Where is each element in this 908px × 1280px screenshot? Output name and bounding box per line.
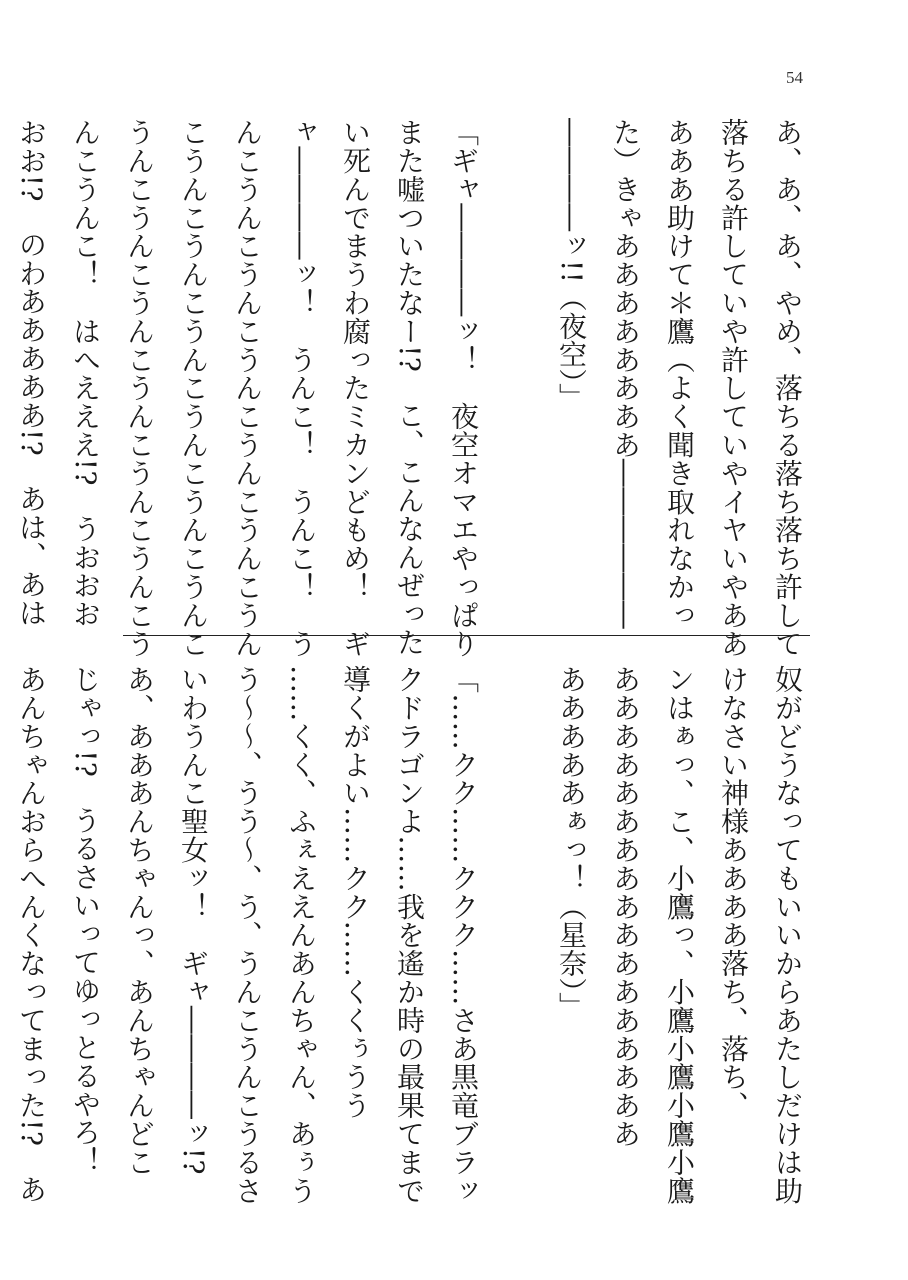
- top-text-block: [4, 118, 814, 658]
- text-line: こうんこうんこうんこうんこうんこうんこ: [177, 118, 210, 658]
- text-line: い死んでまうわ腐ったミカンどもめ！ ギ: [339, 118, 372, 658]
- text-line: た）きゃああああああああ――――――: [609, 118, 642, 630]
- text-line: いわうんこ聖女ッ！ ギャ――――ッ!?: [177, 665, 210, 1175]
- text-line: ンはぁっ、こ、小鷹っ、小鷹小鷹小鷹小鷹: [663, 665, 696, 1205]
- page-number: 54: [786, 68, 803, 87]
- text-line: うんこうんこうんこうんこうんこうんこう: [123, 118, 156, 658]
- text-line: あああ助けて＊鷹（よく聞き取れなかっ: [663, 118, 696, 630]
- text-line: 奴がどうなってもいいからあたしだけは助: [771, 665, 804, 1205]
- text-line: あああああああああああああああああ: [609, 665, 642, 1148]
- text-line: クドラゴンよ……我を遙か時の最果てまで: [393, 665, 426, 1205]
- text-line: 「……クク……ククク……さあ黒竜ブラッ: [447, 665, 480, 1205]
- section-divider: [123, 635, 810, 636]
- text-line: [490, 118, 544, 613]
- text-line: じゃっ!? うるさいってゆっとるやろ！: [69, 665, 102, 1175]
- text-line: けなさい神様ああああ落ち、落ち、: [717, 665, 750, 1120]
- text-line: また嘘ついたなー!? こ、こんなんぜった: [393, 118, 426, 657]
- text-line: ――――ッ!!（夜空）」: [555, 118, 588, 412]
- text-line: ャ――――ッ！ うんこ！ うんこ！ う: [285, 118, 318, 658]
- text-line: 「ギャ――――ッ！ 夜空オマエやっぱり: [447, 118, 480, 658]
- text-line: う～～、うう～、う、うんこうんこうるさ: [231, 665, 264, 1205]
- text-line: [490, 665, 544, 1165]
- text-line: あ、あああんちゃんっ、あんちゃんどこ: [123, 665, 156, 1177]
- text-line: おお!? のわあああああ!? あは、あは: [15, 118, 48, 627]
- bottom-text-block: [4, 665, 814, 1205]
- text-line: あ、あ、あ、やめ、落ちる落ち落ち許して: [771, 118, 804, 658]
- text-line: んこうんこうんこうんこうんこうんこうん: [231, 118, 264, 658]
- text-line: 導くがよい……クク……くくぅうう: [339, 665, 372, 1120]
- text-line: あんちゃんおらへんくなってまった!? あ: [15, 665, 48, 1204]
- text-line: 落ちる許していや許していやイヤいやああ: [717, 118, 750, 658]
- text-line: んこうんこ！ はへえええ!? うおおお: [69, 118, 102, 628]
- text-line: ……くく、ふぇええんあんちゃん、あぅう: [285, 665, 318, 1205]
- text-line: あああああぁっ！（星奈）」: [555, 665, 588, 1021]
